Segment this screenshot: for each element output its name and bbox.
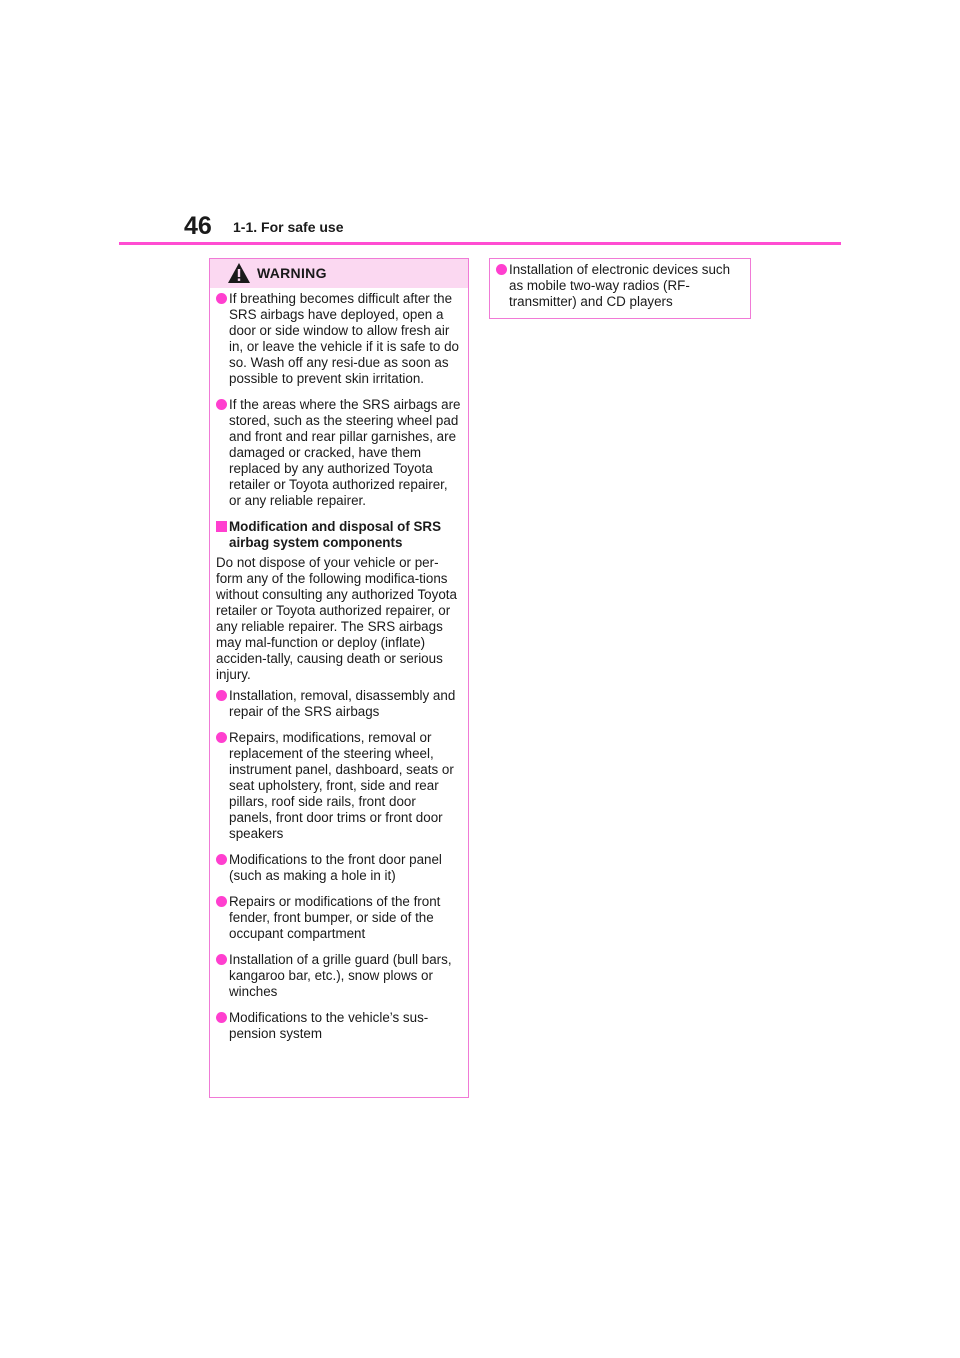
paragraph: Do not dispose of your vehicle or per-form any of the following modifica-tions without consulting any authorized Toyota retailer or Toyota authorized repairer, or any reliable repairer. The SRS airbags may mal-function or deploy (inflate) acciden-tally, causing death or serious injury. xyxy=(216,555,457,682)
list-item xyxy=(216,1010,462,1042)
bullet-circle-icon xyxy=(216,896,227,907)
bullet-circle-icon xyxy=(216,293,227,304)
item-text: If breathing becomes difficult after the SRS airbags have deployed, open a door or side window to allow fresh air in, or leave the vehicle if it is safe to do so. Wash off any resi-due as soon as possible to prevent skin irritation. xyxy=(229,291,459,386)
warning-content xyxy=(210,288,468,1042)
header-rule xyxy=(119,242,841,245)
subhead-text: Modification and disposal of SRS airbag system components xyxy=(229,519,442,550)
list-item xyxy=(216,291,462,387)
bullet-circle-icon xyxy=(216,690,227,701)
warning-title: WARNING xyxy=(257,265,327,281)
item-text: Repairs or modifications of the front fender, front bumper, or side of the occupant compartment xyxy=(229,894,441,941)
continued-box xyxy=(489,258,751,319)
item-text: Installation, removal, disassembly and repair of the SRS airbags xyxy=(229,688,456,719)
continued-content xyxy=(490,259,750,310)
bullet-circle-icon xyxy=(216,1012,227,1023)
bullet-circle-icon xyxy=(496,264,507,275)
item-text: Modifications to the front door panel (such as making a hole in it) xyxy=(229,852,442,883)
bullet-circle-icon xyxy=(216,399,227,410)
warning-header xyxy=(210,259,468,288)
bullet-circle-icon xyxy=(216,732,227,743)
section-title: 1-1. For safe use xyxy=(233,219,344,235)
subsection-heading xyxy=(216,519,462,551)
warning-box xyxy=(209,258,469,1098)
bullet-circle-icon xyxy=(216,954,227,965)
list-item xyxy=(216,952,462,1000)
bullet-square-icon xyxy=(216,521,227,532)
list-item xyxy=(216,730,462,842)
list-item xyxy=(216,894,462,942)
list-item xyxy=(216,852,462,884)
bullet-circle-icon xyxy=(216,854,227,865)
page-number: 46 xyxy=(184,212,212,240)
list-item xyxy=(216,397,462,509)
item-text: Installation of electronic devices such as mobile two-way radios (RF-transmitter) and CD players xyxy=(509,262,731,309)
list-item xyxy=(496,262,744,310)
item-text: Installation of a grille guard (bull bars, kangaroo bar, etc.), snow plows or winches xyxy=(229,952,452,999)
list-item xyxy=(216,688,462,720)
item-text: Modifications to the vehicle’s sus-pension system xyxy=(229,1010,429,1041)
warning-triangle-icon xyxy=(227,262,251,284)
item-text: If the areas where the SRS airbags are stored, such as the steering wheel pad and front and rear pillar garnishes, are damaged or cracked, have them replaced by any authorized Toyota retailer or Toyota authorized repairer, or any reliable repairer. xyxy=(229,397,461,508)
item-text: Repairs, modifications, removal or replacement of the steering wheel, instrument panel, dashboard, seats or seat upholstery, front, side and rear pillars, roof side rails, front door panels, front door trims or front door speakers xyxy=(229,730,454,841)
